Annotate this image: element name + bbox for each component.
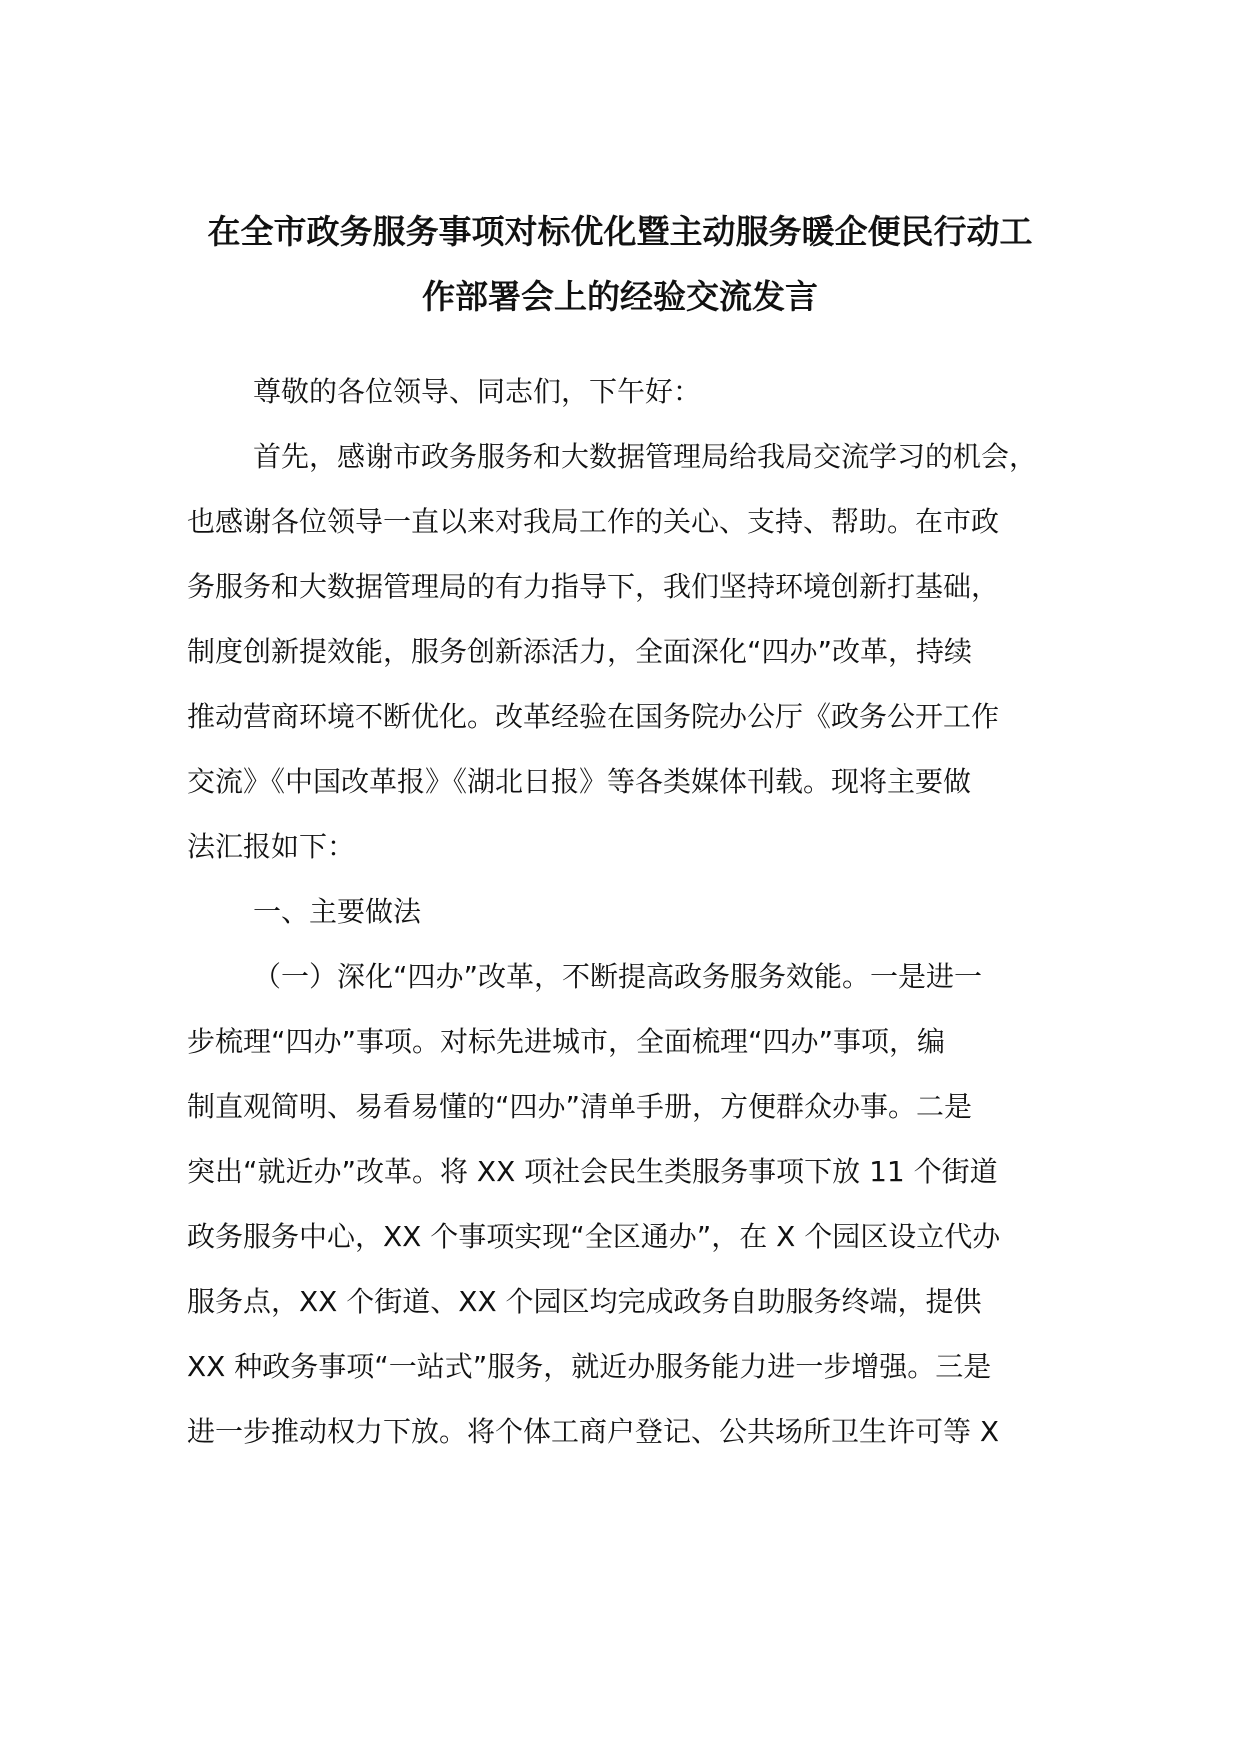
- body-line: 推动营商环境不断优化。改革经验在国务院办公厅《政务公开工作: [187, 700, 1000, 733]
- document-title-line-1: 在全市政务服务事项对标优化暨主动服务暖企便民行动工: [207, 212, 1033, 251]
- body-line: 服务点，XX 个街道、XX 个园区均完成政务自助服务终端，提供: [187, 1285, 982, 1318]
- salutation: 尊敬的各位领导、同志们，下午好：: [253, 375, 702, 408]
- body-line: 进一步推动权力下放。将个体工商户登记、公共场所卫生许可等 X: [187, 1415, 1000, 1448]
- body-line: 交流》《中国改革报》《湖北日报》等各类媒体刊载。现将主要做: [187, 765, 972, 798]
- body-line: 务服务和大数据管理局的有力指导下，我们坚持环境创新打基础，: [187, 570, 1000, 603]
- body-line: 也感谢各位领导一直以来对我局工作的关心、支持、帮助。在市政: [187, 505, 1000, 538]
- body-line: XX 种政务事项“一站式”服务，就近办服务能力进一步增强。三是: [187, 1350, 992, 1383]
- body-line: 步梳理“四办”事项。对标先进城市，全面梳理“四办”事项，编: [187, 1025, 946, 1058]
- body-line: 首先，感谢市政务服务和大数据管理局给我局交流学习的机会，: [253, 440, 1038, 473]
- body-line: 法汇报如下：: [187, 830, 356, 863]
- document-title-line-2: 作部署会上的经验交流发言: [422, 277, 818, 316]
- section-heading: 一、主要做法: [253, 895, 422, 928]
- subsection-heading: （一）深化“四办”改革，不断提高政务服务效能。一是进一: [253, 960, 983, 993]
- body-line: 制度创新提效能，服务创新添活力，全面深化“四办”改革，持续: [187, 635, 973, 668]
- body-line: 制直观简明、易看易懂的“四办”清单手册，方便群众办事。二是: [187, 1090, 973, 1123]
- body-line: 政务服务中心，XX 个事项实现“全区通办”，在 X 个园区设立代办: [187, 1220, 1001, 1253]
- body-line: 突出“就近办”改革。将 XX 项社会民生类服务事项下放 11 个街道: [187, 1155, 998, 1188]
